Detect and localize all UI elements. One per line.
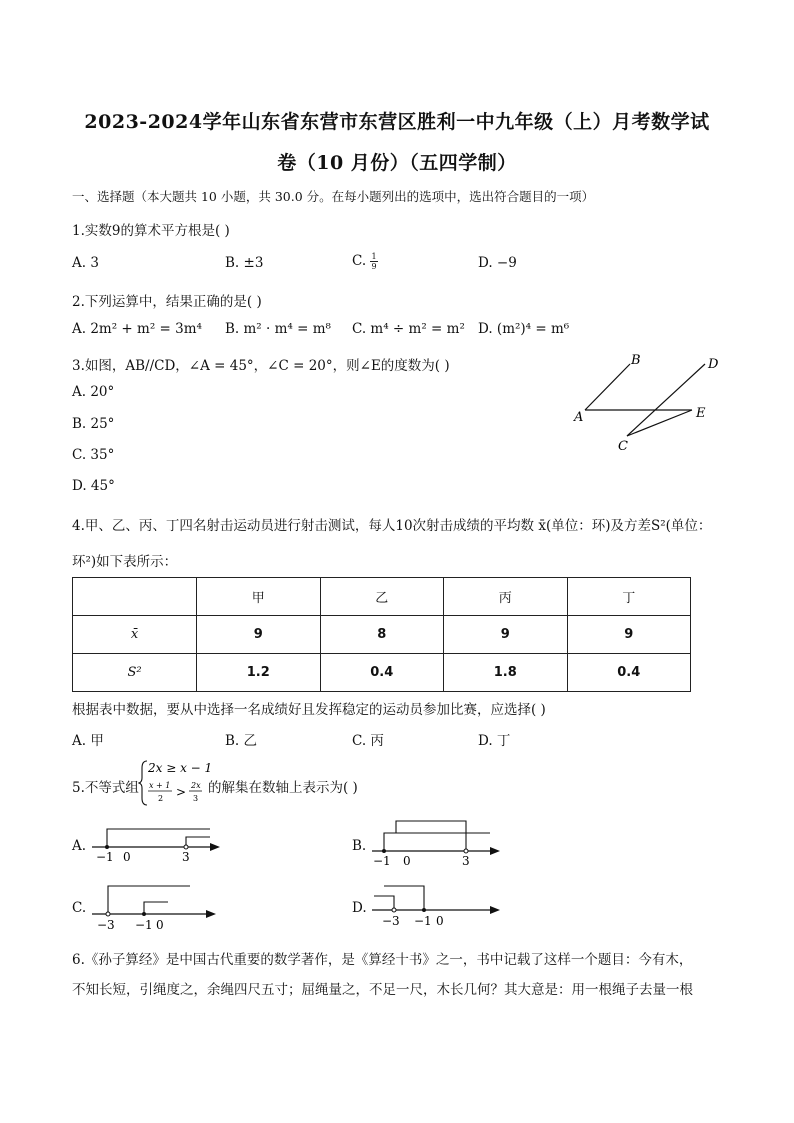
- tick-label: −1: [96, 850, 114, 864]
- open-dot: [464, 849, 468, 853]
- table-cell: 9: [567, 616, 691, 654]
- table-cell: 9: [444, 616, 568, 654]
- q4-stem-line1: 4.甲、乙、丙、丁四名射击运动员进行射击测试，每人10次射击成绩的平均数 x̄(单位：环)及方差S²(单位：: [72, 518, 712, 534]
- q5-ineq2-right-den: 3: [193, 794, 199, 803]
- q5-option-c-label: C.: [72, 900, 87, 916]
- table-header-cell: 丁: [567, 578, 691, 616]
- arrow-icon: [206, 910, 216, 918]
- exam-title-line1: 2023-2024学年山东省东营市东营区胜利一中九年级（上）月考数学试: [84, 111, 710, 133]
- q5-option-d-label: D.: [352, 900, 367, 916]
- arrow-icon: [210, 843, 220, 851]
- segment-ce: [627, 410, 692, 436]
- tick-label: −1: [135, 918, 153, 932]
- table-cell: 8: [320, 616, 444, 654]
- table-cell: 0.4: [320, 654, 444, 692]
- label-c: C: [618, 439, 628, 454]
- q4-stem-line2: 环²)如下表所示：: [72, 554, 178, 570]
- q2-option-c: C. m⁴ ÷ m² = m²: [352, 321, 465, 337]
- arrow-icon: [490, 906, 500, 914]
- closed-dot: [105, 845, 109, 849]
- q2-stem: 2.下列运算中，结果正确的是( ): [72, 294, 262, 310]
- q5-number-line-d: [368, 880, 508, 932]
- fraction-numerator: 1: [371, 252, 377, 261]
- q1-stem: 1.实数9的算术平方根是( ): [72, 223, 230, 239]
- q5-ineq2-left-num: x + 1: [149, 781, 171, 790]
- q1-option-a: A. 3: [72, 255, 99, 271]
- open-dot: [184, 845, 188, 849]
- table-row: [73, 654, 691, 692]
- q1-option-c-fraction: [370, 252, 377, 271]
- table-row: [73, 616, 691, 654]
- closed-dot: [382, 849, 386, 853]
- label-b: B: [631, 353, 641, 368]
- tick-label: −1: [414, 914, 432, 928]
- q4-option-b: B. 乙: [225, 733, 258, 749]
- tick-label: 3: [182, 850, 190, 864]
- tick-label: 0: [403, 854, 411, 868]
- tick-label: −3: [97, 918, 115, 932]
- tick-label: −1: [373, 854, 391, 868]
- solution-bracket: [107, 829, 210, 847]
- segment-ab: [585, 364, 630, 410]
- q5-ineq2-right-num: 2x: [191, 781, 201, 790]
- solution-bracket: [384, 833, 490, 851]
- open-dot: [392, 908, 396, 912]
- table-cell: 9: [197, 616, 321, 654]
- tick-label: −3: [382, 914, 400, 928]
- table-header-cell: 乙: [320, 578, 444, 616]
- q5-number-line-a: [88, 822, 228, 867]
- q1-option-c: [352, 252, 378, 271]
- tick-label: 0: [436, 914, 444, 928]
- q3-geometry-figure: [565, 350, 735, 460]
- brace-icon: [139, 761, 147, 805]
- q5-ineq1: 2x ≥ x − 1: [148, 761, 213, 775]
- tick-label: 3: [462, 854, 470, 868]
- q5-prefix: 5.不等式组: [72, 780, 139, 796]
- q1-option-b: B. ±3: [225, 255, 264, 271]
- table-header-cell: 丙: [444, 578, 568, 616]
- q5-number-line-c: [88, 880, 228, 932]
- label-a: A: [574, 410, 584, 425]
- q1-option-d: D. −9: [478, 255, 517, 271]
- q5-ineq2-op: >: [176, 785, 187, 799]
- q2-option-d: D. (m²)⁴ = m⁶: [478, 321, 570, 337]
- q2-option-b: B. m² · m⁴ = m⁸: [225, 321, 331, 337]
- q4-option-c: C. 丙: [352, 733, 384, 749]
- solution-bracket: [144, 902, 168, 914]
- q3-option-c: C. 35°: [72, 447, 115, 463]
- q1-option-c-label: C.: [352, 253, 367, 269]
- segment-cd: [627, 364, 705, 436]
- solution-bracket: [186, 837, 210, 847]
- q6-line2: 不知长短，引绳度之，余绳四尺五寸；屈绳量之，不足一尺，木长几何？其大意是：用一根绳子去量一根: [72, 982, 693, 998]
- tick-label: 0: [156, 918, 164, 932]
- exam-title-line2: 卷（10 月份）（五四学制）: [277, 152, 517, 174]
- table-header-cell: 甲: [197, 578, 321, 616]
- solution-bracket: [384, 886, 424, 910]
- tick-label: 0: [123, 850, 131, 864]
- row-label-variance: S²: [73, 654, 197, 692]
- table-header-cell: [73, 578, 197, 616]
- table-cell: 1.2: [197, 654, 321, 692]
- q4-after: 根据表中数据，要从中选择一名成绩好且发挥稳定的运动员参加比赛，应选择( ): [72, 702, 546, 718]
- q3-option-a: A. 20°: [72, 384, 115, 400]
- q5-option-a-label: A.: [72, 838, 87, 854]
- q5-option-b-label: B.: [352, 838, 367, 854]
- solution-bracket: [396, 821, 466, 851]
- fraction-denominator: 9: [371, 262, 377, 271]
- open-dot: [106, 912, 110, 916]
- closed-dot: [142, 912, 146, 916]
- q4-option-d: D. 丁: [478, 733, 511, 749]
- closed-dot: [422, 908, 426, 912]
- table-cell: 1.8: [444, 654, 568, 692]
- q5-inequality-system: [138, 758, 218, 808]
- q5-suffix: 的解集在数轴上表示为( ): [208, 780, 358, 796]
- q3-option-d: D. 45°: [72, 478, 115, 494]
- q2-option-a: A. 2m² + m² = 3m⁴: [72, 321, 202, 337]
- table-header-row: [73, 578, 691, 616]
- label-e: E: [696, 406, 706, 421]
- solution-bracket: [374, 896, 394, 910]
- score-table: [72, 577, 691, 692]
- label-d: D: [708, 357, 719, 372]
- row-label-mean: x̄: [73, 616, 197, 654]
- arrow-icon: [490, 847, 500, 855]
- q4-option-a: A. 甲: [72, 733, 104, 749]
- q3-stem: 3.如图，AB//CD，∠A = 45°，∠C = 20°，则∠E的度数为( ): [72, 358, 450, 374]
- q5-number-line-b: [368, 817, 508, 869]
- q6-line1: 6.《孙子算经》是中国古代重要的数学著作，是《算经十书》之一，书中记载了这样一个题目：今有木，: [72, 952, 693, 968]
- q5-ineq2-left-den: 2: [158, 794, 164, 803]
- q3-option-b: B. 25°: [72, 416, 115, 432]
- solution-bracket: [108, 886, 190, 914]
- table-cell: 0.4: [567, 654, 691, 692]
- section-heading: 一、选择题（本大题共 10 小题，共 30.0 分。在每小题列出的选项中，选出符合题目的一项）: [72, 189, 595, 204]
